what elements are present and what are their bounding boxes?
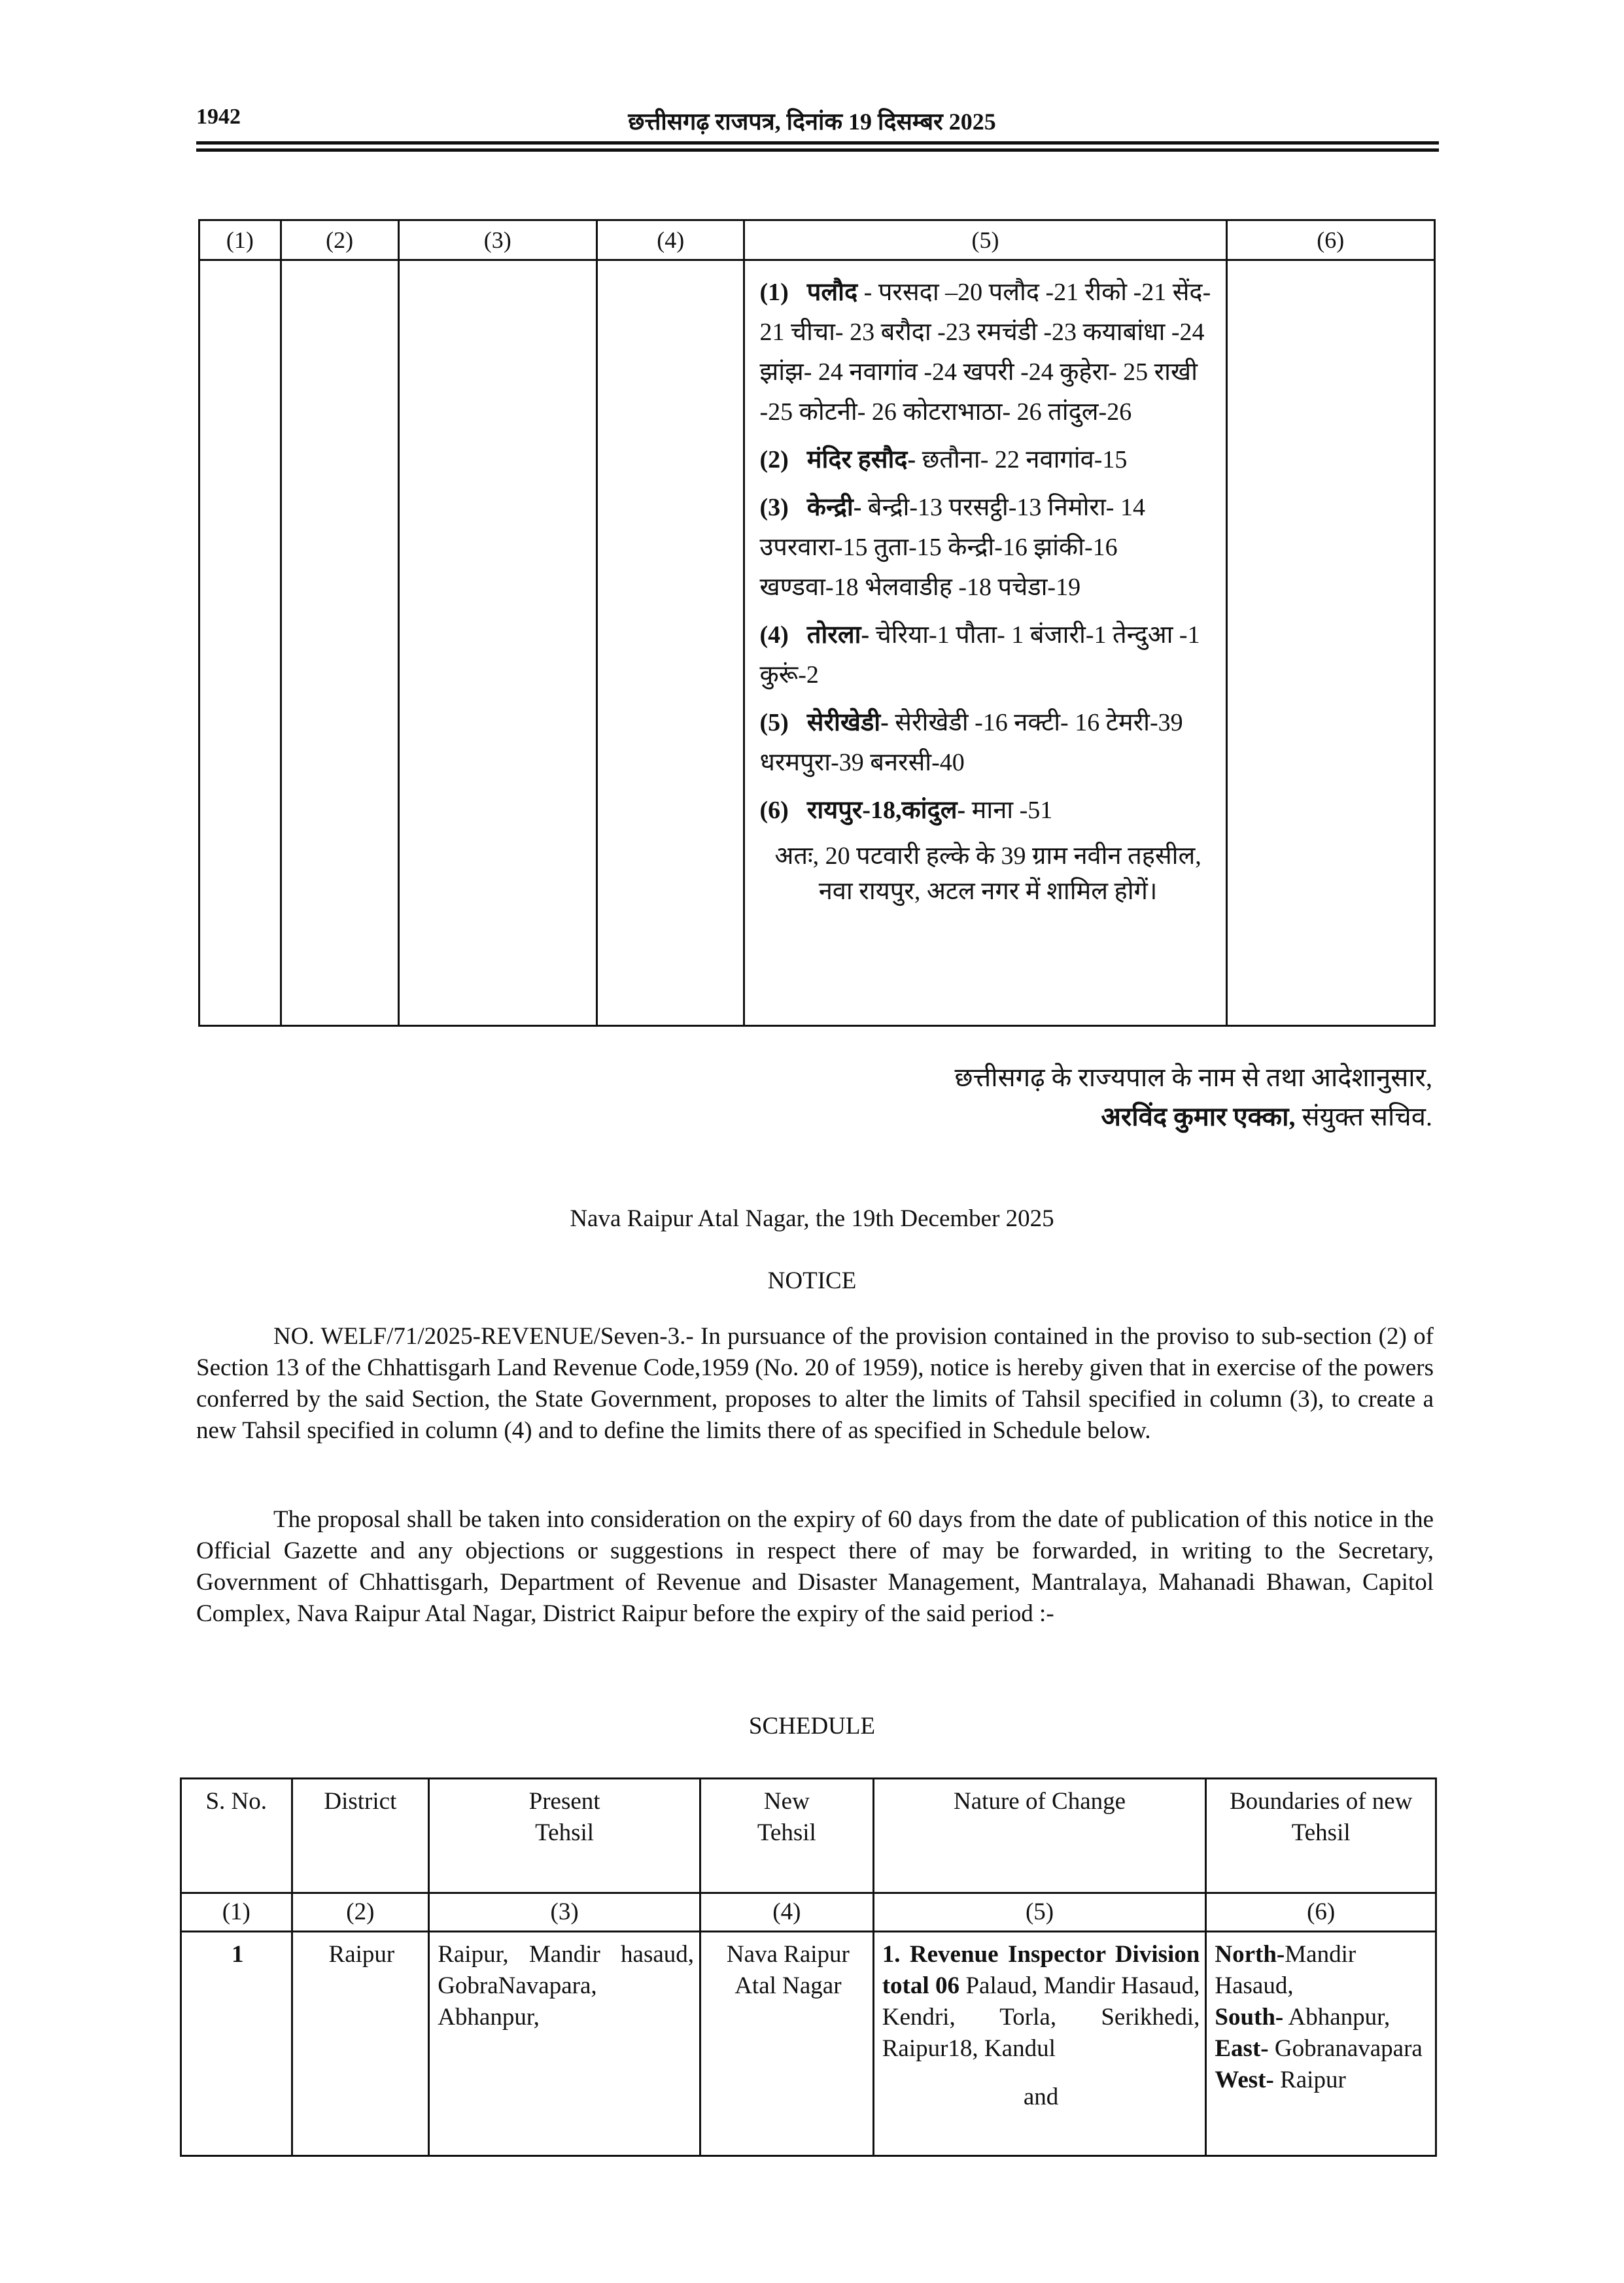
header-boundaries: Boundaries of new Tehsil (1206, 1779, 1436, 1893)
schedule-column-number-row (181, 1893, 1436, 1932)
header-district: District (292, 1779, 429, 1893)
paragraph-2-text: The proposal shall be taken into consideration on the expiry of 60 days from the date of publication of this notice in the Official Gazette and any objections or suggestions in respect there of may be forwarded, in writing to the Secretary, Government of Chhattisgarh, Department of Revenue and Disaster Management, Mantralaya, Mahanadi Bhawan, Capitol Complex, Nava Raipur Atal Nagar, District Raipur before the expiry of the said period :- (196, 1506, 1434, 1627)
nature-and: and (1023, 2084, 1059, 2110)
cell-district: Raipur (292, 1932, 429, 2156)
cell-s-no: 1 (181, 1932, 292, 2156)
table-row (181, 1932, 1436, 2156)
place-date: Nava Raipur Atal Nagar, the 19th December 2025 (570, 1205, 1054, 1232)
boundary-west (1215, 2065, 1430, 2096)
cell-empty-6 (1226, 260, 1434, 1026)
entry-head: तोरला- (806, 621, 870, 649)
schedule-title: SCHEDULE (748, 1713, 876, 1740)
continuation-table (198, 219, 1436, 1027)
gazette-title: छत्तीसगढ़ राजपत्र, दिनांक 19 दिसम्बर 2025 (628, 109, 996, 135)
cell-nature-of-change (873, 1932, 1206, 2156)
division-entry-kendri (759, 488, 1216, 608)
col-num-4: (4) (700, 1893, 874, 1932)
header-rule-bottom (196, 148, 1439, 152)
boundary-dir: West- (1215, 2067, 1274, 2093)
division-entry-torla (759, 615, 1216, 695)
cell-new-tehsil: Nava Raipur Atal Nagar (700, 1932, 874, 2156)
boundary-east (1215, 2033, 1430, 2065)
header-present-tehsil: Present Tehsil (429, 1779, 700, 1893)
schedule-table (180, 1777, 1437, 2157)
entry-number: (3) (759, 494, 789, 521)
signature-name-line (1101, 1097, 1432, 1133)
schedule-header-row (181, 1779, 1436, 1893)
signatory-designation: संयुक्त सचिव. (1295, 1102, 1432, 1131)
cell-empty-1 (199, 260, 281, 1026)
entry-number: (5) (759, 709, 789, 736)
nature-bold-text: 1. Revenue Inspector Division total 06 (882, 1941, 1200, 1999)
division-entry-palaud (759, 273, 1216, 432)
boundary-val: Abhanpur, (1283, 2004, 1391, 2031)
entry-villages: चेरिया-1 पौता- 1 बंजारी-1 तेन्दुआ -1 कुरूं-2 (759, 621, 1200, 689)
entry-villages: छतौना- 22 नवागांव-15 (916, 446, 1128, 473)
entry-number: (2) (759, 446, 789, 473)
notice-title: NOTICE (767, 1267, 857, 1294)
col-num-1: (1) (181, 1893, 292, 1932)
entry-villages: माना -51 (965, 797, 1053, 824)
cell-empty-4 (596, 260, 744, 1026)
col-num-2: (2) (281, 220, 398, 260)
boundary-val: Gobranavapara (1268, 2035, 1423, 2062)
entry-head: सेरीखेडी- (806, 709, 889, 736)
nature-text: Palaud, Mandir Hasaud, Kendri, Torla, Serikhedi, Raipur18, Kandul (882, 1972, 1200, 2062)
signature-authority-line: छत्तीसगढ़ के राज्यपाल के नाम से तथा आदेशानुसार, (954, 1063, 1432, 1092)
entry-villages: सेरीखेडी -16 नक्टी- 16 टेमरी-39 धरमपुरा-39 बनरसी-40 (759, 709, 1183, 776)
boundary-dir: North- (1215, 1941, 1285, 1968)
col-num-3: (3) (398, 220, 596, 260)
column-number-row (199, 220, 1435, 260)
boundary-dir: East- (1215, 2035, 1269, 2062)
col-num-5: (5) (873, 1893, 1206, 1932)
closing-summary: अतः, 20 पटवारी हल्के के 39 ग्राम नवीन तहसील, नवा रायपुर, अटल नगर में शामिल होगें। (774, 842, 1201, 905)
col-num-6: (6) (1206, 1893, 1436, 1932)
division-entry-raipur-kandul (759, 791, 1216, 831)
signatory-name: अरविंद कुमार एक्का, (1101, 1102, 1296, 1131)
entry-head: मंदिर हसौद- (806, 446, 916, 473)
entry-number: (6) (759, 797, 789, 824)
notice-paragraph-2 (196, 1504, 1434, 1630)
entry-villages: - परसदा –20 पलौद -21 रीको -21 सेंद- 21 चीचा- 23 बरौदा -23 रमचंडी -23 कयाबांधा -24 झांझ- 24 नवागांव -24 खपरी -24 कुहेरा- 25 राखी -25 कोटनी- 26 कोटराभाठा- 26 तांदुल-26 (759, 279, 1211, 426)
boundary-val: Raipur (1273, 2067, 1346, 2093)
col-num-1: (1) (199, 220, 281, 260)
paragraph-1-text: NO. WELF/71/2025-REVENUE/Seven-3.- In pursuance of the provision contained in the proviso to sub-section (2) of Section 13 of the Chhattisgarh Land Revenue Code,1959 (No. 20 of 1959), notice is hereby given that in exercise of the powers conferred by the said Section, the State Government, proposes to alter the limits of Tahsil specified in column (3), to create a new Tahsil specified in column (4) and to define the limits there of as specified in Schedule below. (196, 1323, 1434, 1444)
header-rule-top (196, 141, 1439, 145)
village-list-cell (744, 260, 1226, 1026)
col-num-5: (5) (744, 220, 1226, 260)
cell-empty-3 (398, 260, 596, 1026)
entry-head: रायपुर-18,कांदुल- (806, 797, 966, 824)
boundary-val: Mandir Hasaud, (1215, 1941, 1356, 1999)
header-new-tehsil: New Tehsil (700, 1779, 874, 1893)
col-num-4: (4) (596, 220, 744, 260)
cell-empty-2 (281, 260, 398, 1026)
cell-boundaries (1206, 1932, 1436, 2156)
header-nature-of-change: Nature of Change (873, 1779, 1206, 1893)
division-entry-serikhedi (759, 703, 1216, 783)
notice-paragraph-1 (196, 1321, 1434, 1447)
col-num-6: (6) (1226, 220, 1434, 260)
page-number: 1942 (196, 105, 241, 129)
header-s-no: S. No. (181, 1779, 292, 1893)
cell-present-tehsil: Raipur, Mandir hasaud, GobraNavapara, Abhanpur, (429, 1932, 700, 2156)
entry-number: (4) (759, 621, 789, 649)
entry-head: केन्द्री- (806, 494, 862, 521)
entry-head: पलौद (806, 279, 858, 306)
boundary-south (1215, 2002, 1430, 2033)
entry-villages: बेन्द्री-13 परसट्ठी-13 निमोरा- 14 उपरवारा-15 तुता-15 केन्द्री-16 झांकी-16 खण्डवा-18 भेलवाडीह -18 पचेडा-19 (759, 494, 1145, 601)
table-row (199, 260, 1435, 1026)
col-num-3: (3) (429, 1893, 700, 1932)
entry-number: (1) (759, 279, 789, 306)
boundary-dir: South- (1215, 2004, 1284, 2031)
col-num-2: (2) (292, 1893, 429, 1932)
boundary-north (1215, 1939, 1430, 2002)
division-entry-mandir-hasaud (759, 440, 1216, 480)
